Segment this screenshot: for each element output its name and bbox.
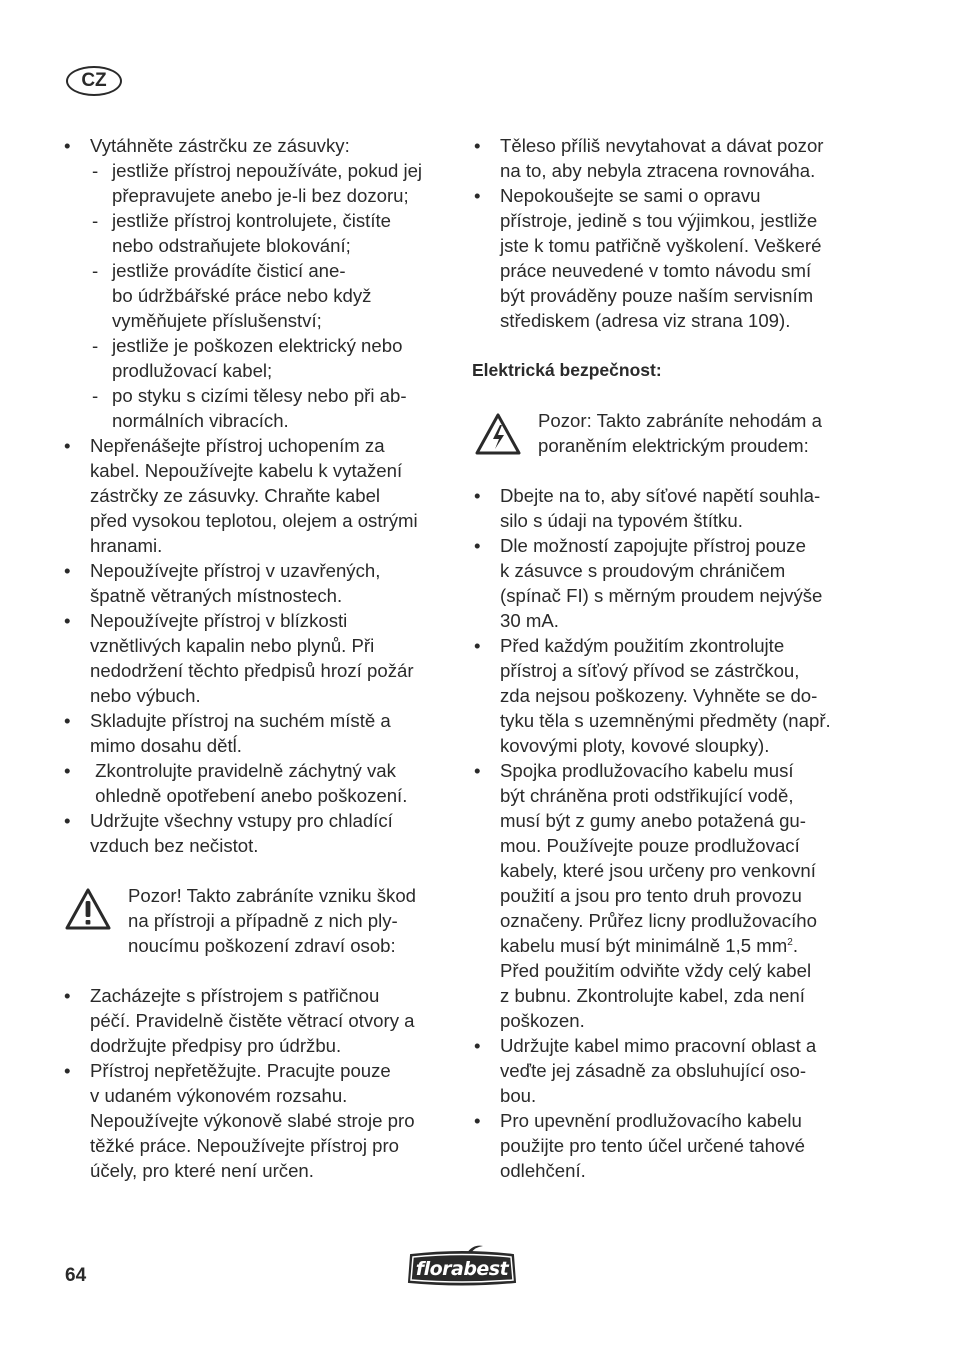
bullet-item bbox=[62, 758, 454, 808]
text-line: kabel. Nepoužívejte kabelu k vytažení bbox=[90, 460, 403, 481]
text-line: vzduch bez nečistot. bbox=[90, 835, 259, 856]
text-line: být prováděny pouze naším servisním bbox=[500, 285, 814, 306]
text-line: zda nejsou poškozeny. Vyhněte se do- bbox=[500, 685, 818, 706]
text-line: - po styku s cizími tělesy nebo při ab- bbox=[112, 385, 407, 406]
text-line: před vysokou teplotou, olejem a ostrými bbox=[90, 510, 418, 531]
text-line: péčí. Pravidelně čistěte větrací otvory a bbox=[90, 1010, 415, 1031]
bullet-item bbox=[62, 558, 454, 608]
text-line: • Dbejte na to, aby síťové napětí souhla- bbox=[500, 485, 821, 506]
text-span: . bbox=[792, 935, 799, 956]
dash-item bbox=[62, 208, 454, 258]
text-line: vznětlivých kapalin nebo plynů. Při bbox=[90, 635, 375, 656]
dash-item bbox=[62, 258, 454, 333]
text-line: Nepoužívejte výkonově slabé stroje pro bbox=[90, 1110, 415, 1131]
text-line: • Nepokoušejte se sami o opravu bbox=[500, 185, 761, 206]
text-line: práce neuvedené v tomto návodu smí bbox=[500, 260, 812, 281]
text-line: - jestliže přístroj nepoužíváte, pokud jej bbox=[112, 160, 423, 181]
text-line: použijte pro tento účel určené tahové bbox=[500, 1135, 805, 1156]
bullet-item bbox=[472, 633, 864, 758]
bullet-item bbox=[62, 983, 454, 1058]
text-line: poraněním elektrickým proudem: bbox=[538, 435, 809, 456]
bullet-item bbox=[472, 183, 864, 333]
text-line: tyku těla s uzemněnými předměty (např. bbox=[500, 710, 831, 731]
text-line: špatně větraných místnostech. bbox=[90, 585, 343, 606]
text-line: označeny. Průřez licny prodlužovacího bbox=[500, 910, 817, 931]
text-line: • Přístroj nepřetěžujte. Pracujte pouze bbox=[90, 1060, 391, 1081]
bullet-item bbox=[62, 1058, 454, 1183]
text-line: nebo výbuch. bbox=[90, 685, 201, 706]
text-line: • Spojka prodlužovacího kabelu musí bbox=[500, 760, 794, 781]
bullet-unplug bbox=[62, 133, 454, 158]
text-line: přepravujete anebo je-li bez dozoru; bbox=[112, 185, 409, 206]
text-line: silo s údaji na typovém štítku. bbox=[500, 510, 743, 531]
text-line: • Těleso příliš nevytahovat a dávat pozor bbox=[500, 135, 824, 156]
text-span: kabelu musí být minimálně 1,5 mm bbox=[500, 935, 788, 956]
text-line: Pozor! Takto zabráníte vzniku škod bbox=[128, 885, 417, 906]
left-column bbox=[62, 133, 454, 1183]
text-line: • Udržujte všechny vstupy pro chladící bbox=[90, 810, 393, 831]
text-line: účely, pro které není určen. bbox=[90, 1160, 314, 1181]
brand-logo bbox=[405, 1244, 519, 1288]
text-line: • Vytáhněte zástrčku ze zásuvky: bbox=[90, 135, 350, 156]
text-line: v udaném výkonovém rozsahu. bbox=[90, 1085, 348, 1106]
text-line: na přístroji a případně z nich ply- bbox=[128, 910, 398, 931]
text-line: prodlužovací kabel; bbox=[112, 360, 273, 381]
text-line: vyměňujete příslušenství; bbox=[112, 310, 322, 331]
bullet-item bbox=[62, 808, 454, 858]
bullet-item bbox=[472, 1108, 864, 1183]
text-line: - jestliže je poškozen elektrický nebo bbox=[112, 335, 403, 356]
text-line: nebo odstraňujete blokování; bbox=[112, 235, 351, 256]
bullet-item bbox=[62, 708, 454, 758]
electric-warning-note bbox=[472, 408, 864, 458]
electric-hazard-icon bbox=[474, 412, 522, 456]
caution-note bbox=[62, 883, 454, 958]
text-line: ohledně opotřebení anebo poškození. bbox=[90, 785, 408, 806]
text-line bbox=[500, 933, 864, 958]
bullet-item bbox=[472, 533, 864, 633]
text-line: z bubnu. Zkontrolujte kabel, zda není bbox=[500, 985, 805, 1006]
dash-item bbox=[62, 333, 454, 383]
text-line: použití a jsou pro tento druh provozu bbox=[500, 885, 802, 906]
bullet-item bbox=[62, 608, 454, 708]
dash-item bbox=[62, 158, 454, 208]
text-line: Pozor: Takto zabráníte nehodám a bbox=[538, 410, 822, 431]
text-line: kovovými ploty, kovové sloupky). bbox=[500, 735, 770, 756]
text-line: musí být z gumy anebo potažená gu- bbox=[500, 810, 806, 831]
text-line: bou. bbox=[500, 1085, 537, 1106]
text-line: 30 mA. bbox=[500, 610, 559, 631]
text-line: • Nepřenášejte přístroj uchopením za bbox=[90, 435, 385, 456]
text-line: odlehčení. bbox=[500, 1160, 586, 1181]
text-line: přístroj a síťový přívod se zástrčkou, bbox=[500, 660, 800, 681]
text-line: kabely, které jsou určeny pro venkovní bbox=[500, 860, 816, 881]
bullet-item bbox=[472, 1033, 864, 1108]
bullet-item-extension-cable bbox=[472, 758, 864, 1033]
text-line: • Před každým použitím zkontrolujte bbox=[500, 635, 785, 656]
section-heading: Elektrická bezpečnost: bbox=[472, 360, 662, 380]
text-line: (spínač FI) s měrným proudem nejvýše bbox=[500, 585, 823, 606]
right-column bbox=[472, 133, 864, 1183]
text-line: • Nepoužívejte přístroj v uzavřených, bbox=[90, 560, 381, 581]
text-line: poškozen. bbox=[500, 1010, 585, 1031]
bullet-item bbox=[472, 133, 864, 183]
text-line: • Udržujte kabel mimo pracovní oblast a bbox=[500, 1035, 817, 1056]
text-line: střediskem (adresa viz strana 109). bbox=[500, 310, 791, 331]
text-line: veďte jej zásadně za obsluhující oso- bbox=[500, 1060, 807, 1081]
text-line: • Nepoužívejte přístroj v blízkosti bbox=[90, 610, 348, 631]
language-badge: CZ bbox=[66, 66, 122, 96]
logo-text: florabest bbox=[415, 1258, 509, 1280]
text-line: zástrčky ze zásuvky. Chraňte kabel bbox=[90, 485, 381, 506]
text-line: mou. Používejte pouze prodlužovací bbox=[500, 835, 800, 856]
text-line: - jestliže provádíte čisticí ane- bbox=[112, 260, 346, 281]
bullet-item bbox=[62, 433, 454, 558]
text-line: • Zacházejte s přístrojem s patřičnou bbox=[90, 985, 380, 1006]
warning-triangle-icon bbox=[64, 887, 112, 931]
text-line: normálních vibracích. bbox=[112, 410, 289, 431]
text-line: těžké práce. Nepoužívejte přístroj pro bbox=[90, 1135, 400, 1156]
text-line: bo údržbářské práce nebo když bbox=[112, 285, 372, 306]
text-line: • Zkontrolujte pravidelně záchytný vak bbox=[90, 760, 396, 781]
text-line: být chráněna proti odstřikující vodě, bbox=[500, 785, 794, 806]
text-line: noucímu poškození zdraví osob: bbox=[128, 935, 396, 956]
page-number: 64 bbox=[65, 1265, 87, 1286]
text-line: Před použitím odviňte vždy celý kabel bbox=[500, 960, 812, 981]
text-line: - jestliže přístroj kontrolujete, čistíte bbox=[112, 210, 392, 231]
text-line: • Skladujte přístroj na suchém místě a bbox=[90, 710, 391, 731]
text-line: • Pro upevnění prodlužovacího kabelu bbox=[500, 1110, 802, 1131]
text-line: mimo dosahu dětĺ. bbox=[90, 735, 242, 756]
text-line: dodržujte předpisy pro údržbu. bbox=[90, 1035, 342, 1056]
text-line: hranami. bbox=[90, 535, 163, 556]
dash-item bbox=[62, 383, 454, 433]
text-line: nedodržení těchto předpisů hrozí požár bbox=[90, 660, 414, 681]
bullet-item bbox=[472, 483, 864, 533]
text-line: • Dle možností zapojujte přístroj pouze bbox=[500, 535, 806, 556]
text-line: na to, aby nebyla ztracena rovnováha. bbox=[500, 160, 816, 181]
text-line: přístroje, jedině s tou výjimkou, jestliže bbox=[500, 210, 818, 231]
text-line: jste k tomu patřičně vyškolení. Veškeré bbox=[500, 235, 822, 256]
superscript: 2 bbox=[787, 936, 793, 948]
text-line: k zásuvce s proudovým chráničem bbox=[500, 560, 786, 581]
